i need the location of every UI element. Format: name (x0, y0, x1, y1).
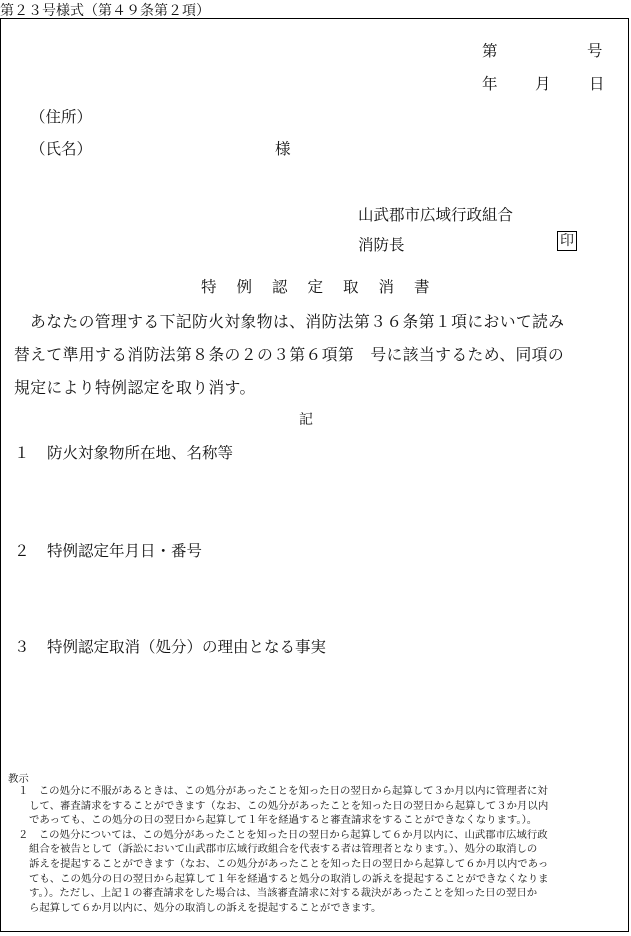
item-1-label: 防火対象物所在地、名称等 (47, 444, 234, 462)
number-prefix: 第 (482, 42, 498, 60)
body-line-3: 規定により特例認定を取り消す。 (14, 378, 256, 397)
item-2-label: 特例認定年月日・番号 (47, 542, 203, 560)
address-label: （住所） (30, 108, 93, 126)
notice-line: であっても、この処分の日の翌日から起算して１年を経過すると審査請求をすることができなくなります。）。 (29, 814, 538, 827)
date-day: 日 (589, 75, 605, 93)
item-3-label: 特例認定取消（処分）の理由となる事実 (47, 638, 327, 656)
notice-heading: 教示 (8, 773, 29, 785)
body-line-2: 替えて準用する消防法第８条の２の３第６項第 号に該当するため、同項の (14, 345, 565, 364)
notice-line: ２ この処分については、この処分があったことを知った日の翌日から起算して６か月以内に、山武郡市広域行政 (18, 828, 548, 841)
notice-line: 訴えを提起することができます（なお、この処分があったことを知った日の翌日から起算して６か月以内であっ (29, 858, 549, 870)
item-2-number: ２ (14, 542, 30, 560)
seal-mark: 印 (557, 231, 577, 251)
item-1-number: １ (14, 444, 30, 462)
notice-line: ら起算して６か月以内に、処分の取消しの訴えを提起することができます。 (29, 901, 382, 914)
number-suffix: 号 (587, 42, 603, 60)
body-line-1: あなたの管理する下記防火対象物は、消防法第３６条第１項において読み (30, 312, 565, 331)
notice-line: す。）。ただし、上記１の審査請求をした場合は、当該審査請求に対する裁決があったことを知った日の翌日か (29, 887, 538, 900)
name-label: （氏名） (30, 140, 93, 158)
honorific: 様 (275, 140, 291, 158)
notice-line: 組合を被告として（訴訟において山武郡市広域行政組合を代表する者は管理者となります。）、処分の取消しの (29, 843, 538, 856)
ki-label: 記 (299, 412, 313, 428)
issuer-title: 消防長 (358, 236, 405, 254)
form-id: 第２３号様式（第４９条第２項） (0, 3, 210, 19)
document-title: 特例認定取消書 (201, 278, 450, 296)
notice-line: １ この処分に不服があるときは、この処分があったことを知った日の翌日から起算して３か月以内に管理者に対 (18, 785, 548, 797)
date-year: 年 (482, 75, 498, 93)
notice-line: ても、この処分の日の翌日から起算して１年を経過すると処分の取消しの訴えを提起することができなくなりま (29, 872, 549, 885)
date-month: 月 (535, 75, 551, 93)
issuer-organization: 山武郡市広域行政組合 (358, 206, 514, 224)
item-3-number: ３ (14, 638, 30, 656)
notice-line: して、審査請求をすることができます（なお、この処分があったことを知った日の翌日から起算して３か月以内 (29, 799, 549, 812)
